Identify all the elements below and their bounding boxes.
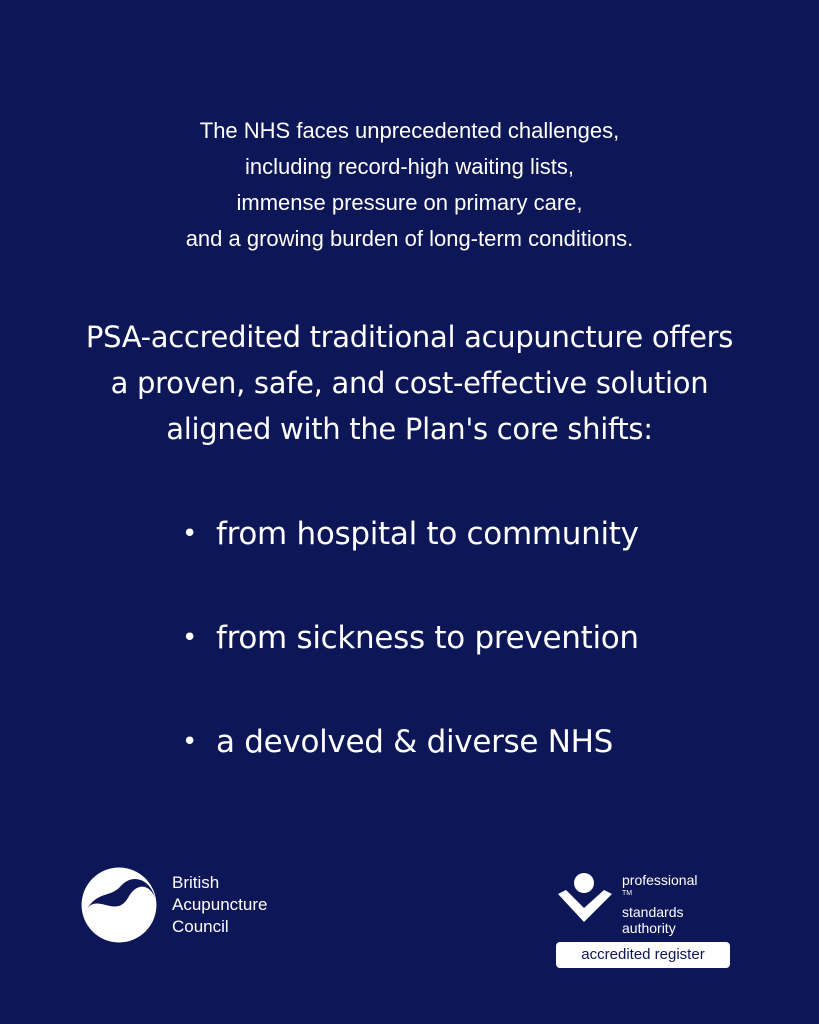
bac-name-line: British — [172, 873, 220, 892]
bac-logo — [80, 866, 267, 944]
list-item-text: from hospital to community — [216, 516, 639, 552]
list-item-text: from sickness to prevention — [216, 620, 639, 656]
list-item — [182, 510, 742, 614]
lead-line: a proven, safe, and cost-effective solution — [110, 366, 709, 400]
psa-person-check-icon — [556, 872, 614, 924]
psa-name-line: professional ™ — [622, 872, 698, 897]
lead-statement — [0, 314, 819, 452]
intro-line: and a growing burden of long-term conditions. — [185, 226, 634, 251]
bac-swirl-logo-icon — [80, 866, 158, 944]
list-item — [182, 614, 742, 718]
psa-name — [622, 872, 698, 936]
intro-paragraph — [0, 113, 819, 257]
bullet-icon: • — [182, 519, 198, 549]
list-item-text: a devolved & diverse NHS — [216, 724, 614, 760]
accredited-register-badge: accredited register — [556, 942, 730, 968]
core-shifts-list — [182, 510, 742, 822]
intro-line: including record-high waiting lists, — [245, 154, 574, 179]
bac-name-line: Council — [172, 917, 229, 936]
bac-name-line: Acupuncture — [172, 895, 268, 914]
psa-logo — [556, 872, 734, 968]
bullet-icon: • — [182, 623, 198, 653]
psa-name-line: standards — [622, 904, 684, 920]
trademark-mark: TM — [622, 890, 633, 897]
bac-name — [172, 872, 267, 938]
intro-line: The NHS faces unprecedented challenges, — [199, 118, 620, 143]
list-item — [182, 718, 742, 822]
bullet-icon: • — [182, 727, 198, 757]
intro-line: immense pressure on primary care, — [236, 190, 583, 215]
psa-name-line: authority — [622, 920, 676, 936]
lead-line: PSA-accredited traditional acupuncture offers — [85, 320, 734, 354]
lead-line: aligned with the Plan's core shifts: — [166, 412, 653, 446]
psa-logo-top — [556, 872, 734, 936]
